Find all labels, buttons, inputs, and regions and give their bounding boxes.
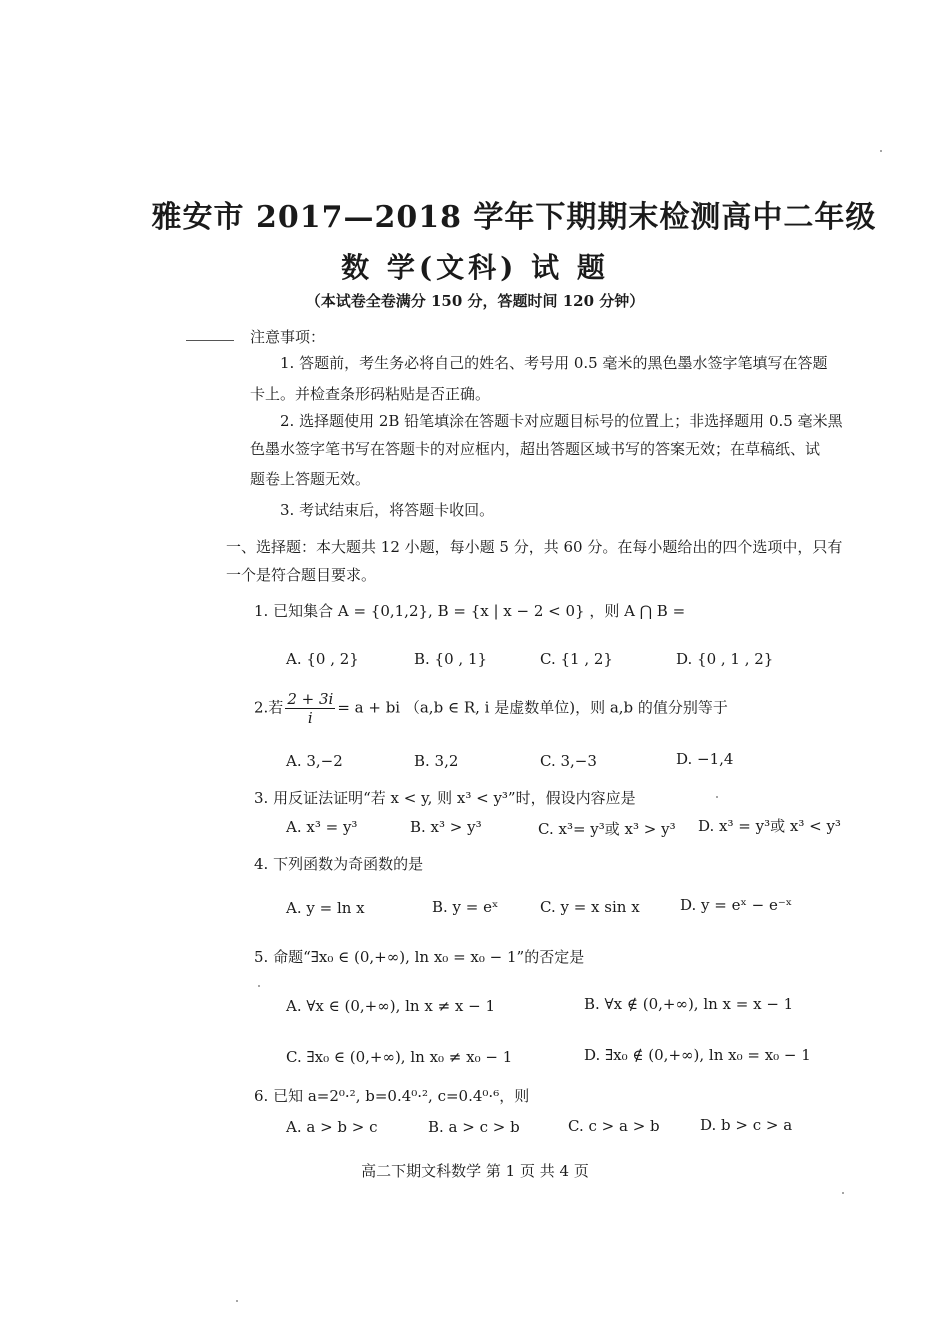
question-6-option-d: D. b > c > a (700, 1116, 793, 1134)
note-2-line-1: 2. 选择题使用 2B 铅笔填涂在答题卡对应题目标号的位置上；非选择题用 0.5 毫米黑 (280, 412, 843, 430)
question-5-option-b: B. ∀x ∉ (0,+∞), ln x = x − 1 (584, 995, 794, 1013)
scan-speck (842, 1192, 844, 1194)
exam-subtitle: 数 学(文科) 试 题 (341, 251, 609, 284)
question-6-stem: 6. 已知 a=2⁰·², b=0.4⁰·², c=0.4⁰·⁶，则 (254, 1087, 530, 1105)
question-3-option-d: D. x³ = y³或 x³ < y³ (698, 817, 841, 835)
note-1-line-1: 1. 答题前，考生务必将自己的姓名、考号用 0.5 毫米的黑色墨水签字笔填写在答题 (280, 354, 828, 372)
scan-speck (236, 1300, 238, 1302)
question-5-option-d: D. ∃x₀ ∉ (0,+∞), ln x₀ = x₀ − 1 (584, 1046, 811, 1064)
scan-speck (716, 796, 718, 798)
question-1-stem: 1. 已知集合 A = {0,1,2}, B = {x | x − 2 < 0} ，则 A ⋂ B = (254, 602, 686, 620)
page-footer: 高二下期文科数学 第 1 页 共 4 页 (361, 1162, 589, 1180)
question-6-option-c: C. c > a > b (568, 1117, 660, 1135)
question-6-option-a: A. a > b > c (286, 1118, 378, 1136)
note-2-line-2: 色墨水签字笔书写在答题卡的对应框内，超出答题区域书写的答案无效；在草稿纸、试 (250, 440, 821, 458)
question-1-option-b: B. {0 , 1} (414, 650, 488, 668)
note-3: 3. 考试结束后，将答题卡收回。 (280, 501, 495, 519)
scan-speck (258, 985, 260, 987)
question-1-option-a: A. {0 , 2} (286, 650, 359, 668)
question-1-option-c: C. {1 , 2} (540, 650, 613, 668)
question-2-option-c: C. 3,−3 (540, 752, 597, 770)
question-2-fraction-numerator: 2 + 3i (287, 690, 334, 708)
question-4-option-a: A. y = ln x (286, 899, 365, 917)
question-6-option-b: B. a > c > b (428, 1118, 520, 1136)
question-3-option-c: C. x³= y³或 x³ > y³ (538, 820, 676, 838)
notes-heading: 注意事项： (250, 328, 326, 346)
question-2-option-d: D. −1,4 (676, 750, 734, 768)
exam-info: （本试卷全卷满分 150 分，答题时间 120 分钟） (305, 292, 645, 310)
question-2-option-b: B. 3,2 (414, 752, 459, 770)
question-4-option-d: D. y = eˣ − e⁻ˣ (680, 896, 793, 914)
section-1-line-2: 一个是符合题目要求。 (226, 566, 377, 584)
question-3-option-b: B. x³ > y³ (410, 818, 482, 836)
question-5-option-a: A. ∀x ∈ (0,+∞), ln x ≠ x − 1 (286, 997, 496, 1015)
question-2-prefix: 2.若 (254, 698, 284, 717)
question-3-stem: 3. 用反证法证明“若 x < y, 则 x³ < y³”时，假设内容应是 (254, 789, 636, 807)
question-2-rest: = a + bi （a,b ∈ R, i 是虚数单位)，则 a,b 的值分别等于 (337, 698, 728, 717)
scan-speck (880, 150, 882, 152)
exam-title: 雅安市 2017—2018 学年下期期末检测高中二年级 (151, 200, 877, 235)
section-1-line-1: 一、选择题：本大题共 12 小题，每小题 5 分，共 60 分。在每小题给出的四个选项中，只有 (226, 538, 843, 556)
note-1-line-2: 卡上。并检查条形码粘贴是否正确。 (250, 385, 491, 403)
question-4-stem: 4. 下列函数为奇函数的是 (254, 855, 424, 873)
question-2-option-a: A. 3,−2 (286, 752, 343, 770)
question-5-stem: 5. 命题“∃x₀ ∈ (0,+∞), ln x₀ = x₀ − 1”的否定是 (254, 948, 585, 966)
scan-mark (186, 340, 234, 341)
question-3-option-a: A. x³ = y³ (286, 818, 358, 836)
question-1-option-d: D. {0 , 1 , 2} (676, 650, 774, 668)
question-2-stem (254, 690, 728, 727)
question-4-option-c: C. y = x sin x (540, 898, 640, 916)
question-2-fraction-denominator: i (307, 709, 313, 727)
question-2-fraction (285, 690, 335, 727)
note-2-line-3: 题卷上答题无效。 (250, 470, 371, 488)
question-5-option-c: C. ∃x₀ ∈ (0,+∞), ln x₀ ≠ x₀ − 1 (286, 1048, 513, 1066)
question-4-option-b: B. y = eˣ (432, 898, 499, 916)
